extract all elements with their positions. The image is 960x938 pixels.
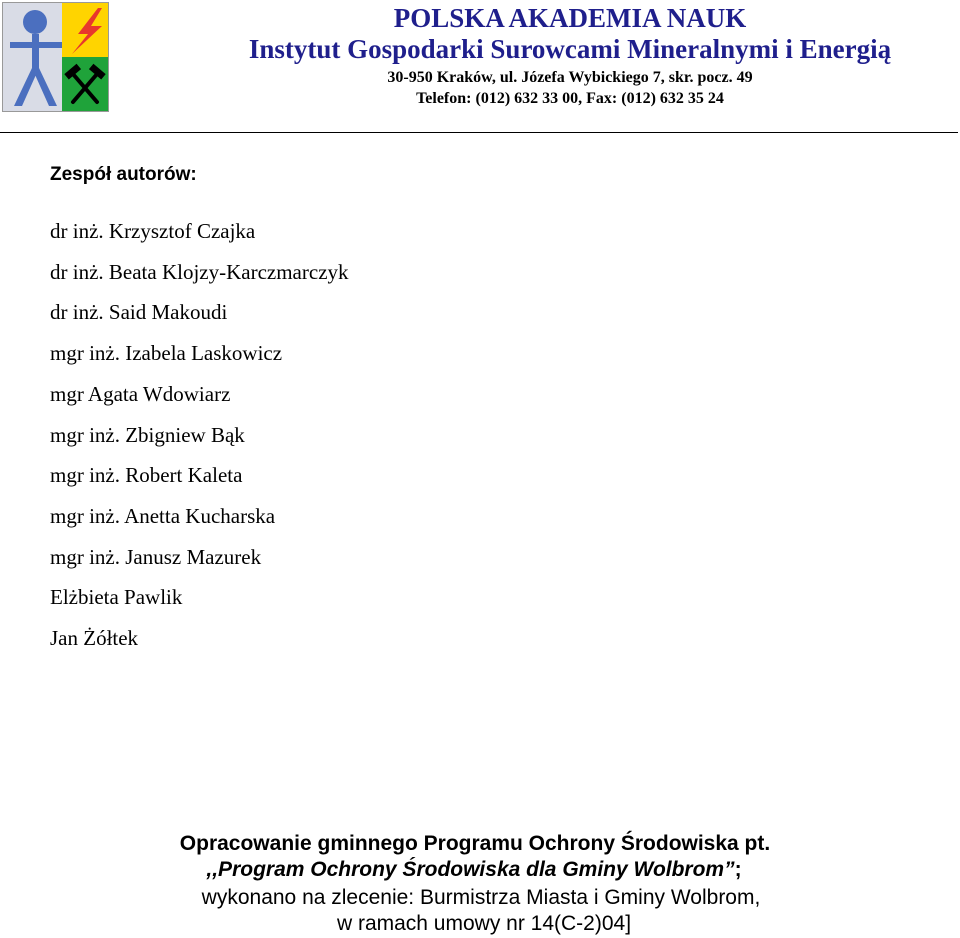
author-item: mgr inż. Robert Kaleta (50, 463, 243, 487)
program-name-text: ,,Program Ochrony Środowiska dla Gminy Wolbrom” (206, 858, 735, 881)
author-item: mgr Agata Wdowiarz (50, 382, 231, 406)
program-name (0, 856, 954, 884)
contract-note: w ramach umowy nr 14(C-2)04] (336, 912, 632, 935)
author-item: dr inż. Said Makoudi (50, 300, 228, 324)
report-title: Opracowanie gminnego Programu Ochrony Środowiska pt. (179, 832, 771, 855)
author-item: dr inż. Beata Klojzy-Karczmarczyk (50, 260, 349, 284)
author-item: mgr inż. Zbigniew Bąk (50, 423, 245, 447)
header-divider (0, 132, 958, 133)
institute-phone: Telefon: (012) 632 33 00, Fax: (012) 632 35 24 (416, 90, 724, 107)
author-item: Jan Żółtek (50, 626, 139, 650)
institute-logo-icon (2, 2, 109, 112)
program-name-suffix: ; (734, 858, 742, 881)
institute-name: Instytut Gospodarki Surowcami Mineralnymi i Energią (248, 34, 892, 64)
institute-address: 30-950 Kraków, ul. Józefa Wybickiego 7, skr. pocz. 49 (387, 69, 753, 86)
author-item: dr inż. Krzysztof Czajka (50, 219, 256, 243)
author-item: mgr inż. Izabela Laskowicz (50, 341, 283, 365)
academy-name: POLSKA AKADEMIA NAUK (393, 3, 747, 33)
author-item: mgr inż. Anetta Kucharska (50, 504, 276, 528)
authors-heading: Zespół autorów: (50, 164, 197, 185)
author-item: Elżbieta Pawlik (50, 585, 183, 609)
commission-note: wykonano na zlecenie: Burmistrza Miasta i Gminy Wolbrom, (201, 886, 761, 909)
author-item: mgr inż. Janusz Mazurek (50, 545, 262, 569)
